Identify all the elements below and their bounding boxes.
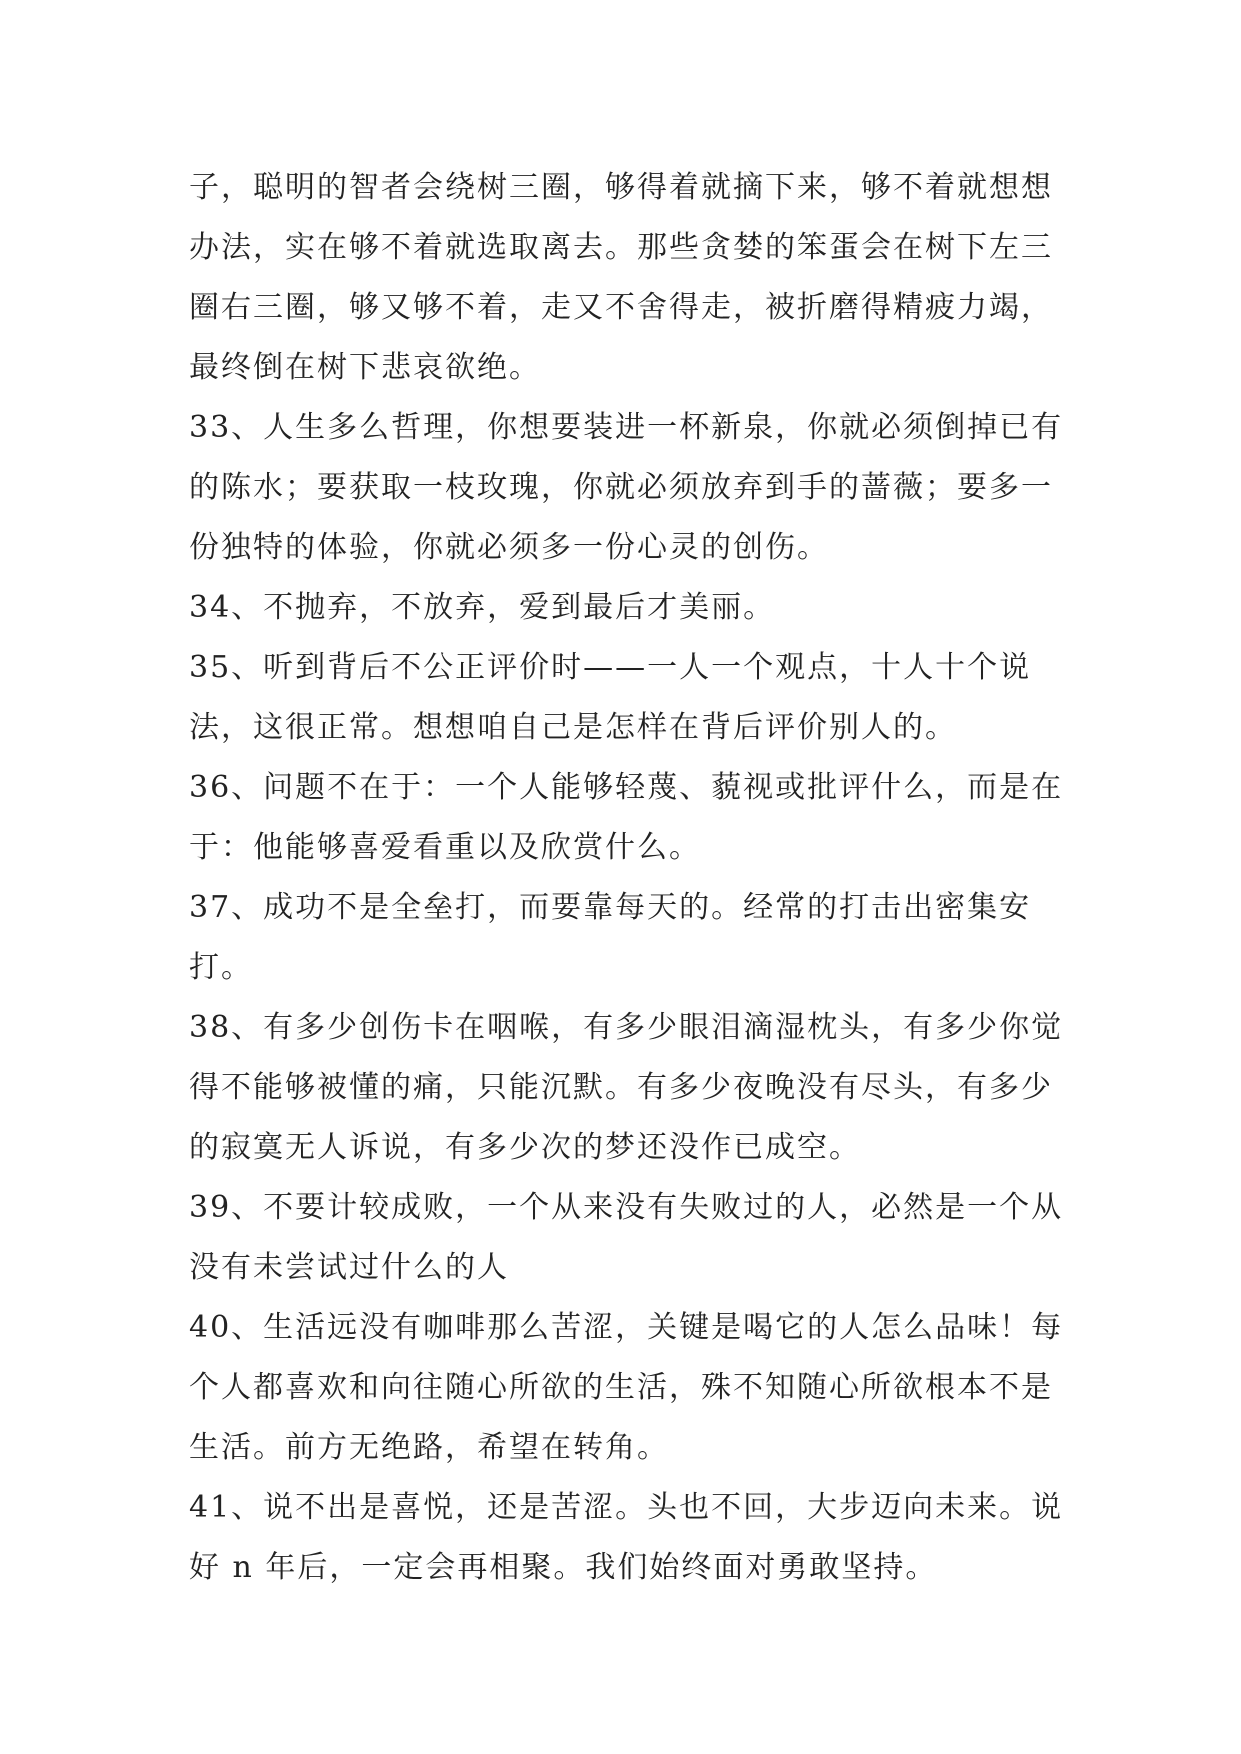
- document-body: [189, 158, 1069, 1598]
- paragraph-39: 39、不要计较成败，一个从来没有失败过的人，必然是一个从没有未尝试过什么的人: [189, 1190, 1064, 1285]
- paragraph-35: 35、听到背后不公正评价时——一人一个观点，十人十个说法，这很正常。想想咱自己是怎样在背后评价别人的。: [189, 650, 1032, 745]
- paragraph-continuation: 子，聪明的智者会绕树三圈，够得着就摘下来，够不着就想想办法，实在够不着就选取离去。那些贪婪的笨蛋会在树下左三圈右三圈，够又够不着，走又不舍得走，被折磨得精疲力竭，最终倒在树下悲哀欲绝。: [189, 170, 1053, 385]
- paragraph-33: 33、人生多么哲理，你想要装进一杯新泉，你就必须倒掉已有的陈水；要获取一枝玫瑰，你就必须放弃到手的蔷薇；要多一份独特的体验，你就必须多一份心灵的创伤。: [189, 410, 1064, 565]
- paragraph-41: 41、说不出是喜悦，还是苦涩。头也不回，大步迈向未来。说好 n 年后，一定会再相聚。我们始终面对勇敢坚持。: [189, 1490, 1064, 1585]
- paragraph-34: 34、不抛弃，不放弃，爱到最后才美丽。: [189, 590, 776, 625]
- paragraph-36: 36、问题不在于：一个人能够轻蔑、藐视或批评什么，而是在于：他能够喜爱看重以及欣赏什么。: [189, 770, 1064, 865]
- paragraph-40: 40、生活远没有咖啡那么苦涩，关键是喝它的人怎么品味！每个人都喜欢和向往随心所欲的生活，殊不知随心所欲根本不是生活。前方无绝路，希望在转角。: [189, 1310, 1064, 1465]
- paragraph-37: 37、成功不是全垒打，而要靠每天的。经常的打击出密集安打。: [189, 890, 1032, 985]
- paragraph-38: 38、有多少创伤卡在咽喉，有多少眼泪滴湿枕头，有多少你觉得不能够被懂的痛，只能沉默。有多少夜晚没有尽头，有多少的寂寞无人诉说，有多少次的梦还没作已成空。: [189, 1010, 1064, 1165]
